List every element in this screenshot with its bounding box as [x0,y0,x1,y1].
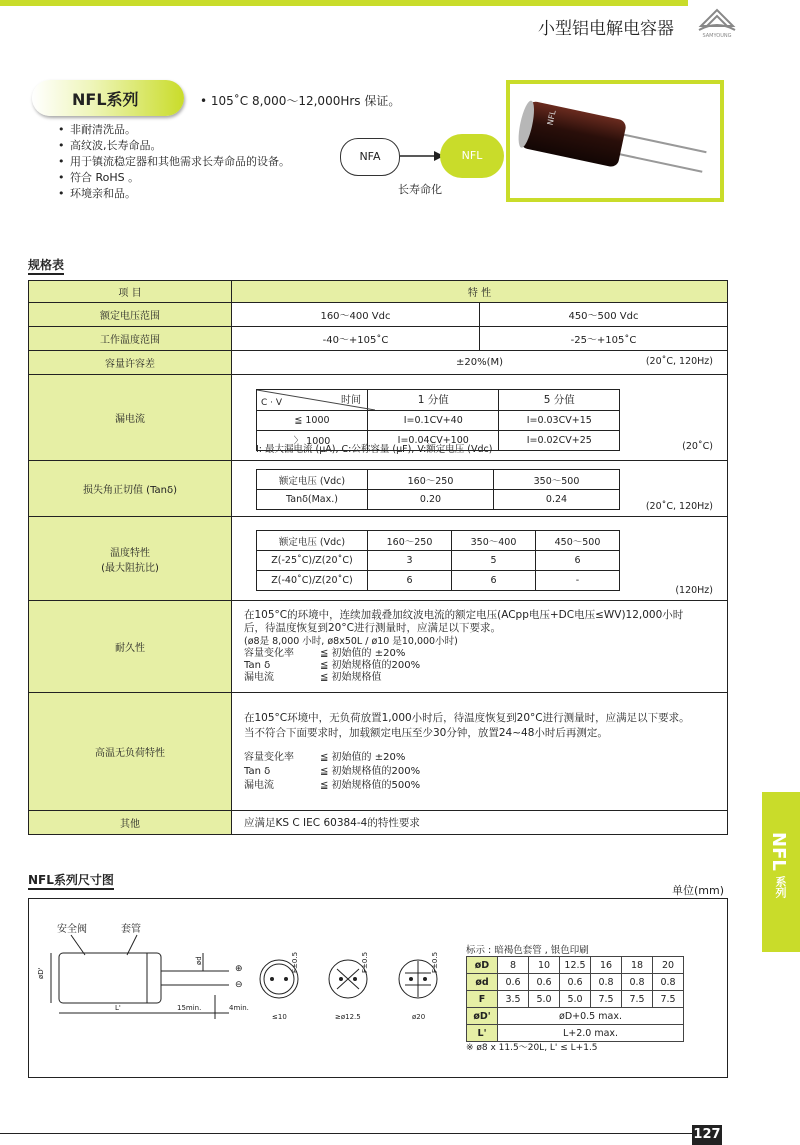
size-label-10: ≤10 [272,1013,287,1021]
cap-tolerance-cell [232,351,728,375]
tan-row-label: Tanδ(Max.) [257,490,368,510]
dim-cell: 0.6 [498,974,529,991]
dim-row-label: F [467,991,498,1008]
dim-row-label: øD [467,957,498,974]
side-tab-sub: 系列 [774,876,787,898]
dimension-drawing [29,899,459,1077]
rated-voltage-label: 额定电压范围 [29,303,232,327]
feature-item: • 符合 RoHS 。 [58,170,290,186]
sleeve-label: 套管 [121,924,141,935]
dim-cell: 20 [653,957,684,974]
temp-char-header: 350～400 [452,531,536,551]
temp-char-value: - [536,571,620,591]
endurance-label: 耐久性 [29,601,232,693]
dim-cell: 0.6 [529,974,560,991]
pitch-label: F±0.5 [431,951,439,973]
leakage-note: (20˚C) [682,441,713,452]
dim-cell: 3.5 [498,991,529,1008]
leakage-value: I=0.02CV+25 [499,430,620,450]
dimension-table [466,956,684,1042]
temp-char-label: 温度特性 (最大阻抗比) [29,517,232,601]
dim-cell: 12.5 [560,957,591,974]
dimension-footnote: ※ ø8 x 11.5～20L, L' ≤ L+1.5 [466,1043,598,1053]
leakage-label: 漏电流 [29,375,232,461]
dim-section-title: NFL系列尺寸图 [28,871,114,890]
unit-label: 单位(mm) [672,884,725,897]
series-side-tab [762,792,800,952]
dim-cell: 5.0 [529,991,560,1008]
pitch-label: F±0.5 [361,951,369,973]
spec-section-title: 规格表 [28,256,64,275]
temp-char-row-label: Z(-25˚C)/Z(20˚C) [257,551,368,571]
dim-cell: øD+0.5 max. [498,1008,684,1025]
feature-item: • 用于镇流稳定器和其他需求长寿命品的设备。 [58,154,290,170]
feature-list [58,122,290,202]
diameter-label: øD' [37,967,45,979]
temp-char-cell [232,517,728,601]
size-label-125: ≥ø12.5 [335,1013,361,1021]
endurance-cell [232,601,728,693]
other-label: 其他 [29,811,232,835]
tan-value: 0.20 [368,490,494,510]
dim-cell: 5.0 [560,991,591,1008]
feature-item: • 高纹波,长寿命品。 [58,138,290,154]
spec-header-item: 项 目 [29,281,232,303]
series-name: NFL系列 [72,90,139,109]
tan-delta-cell [232,461,728,517]
leakage-value: I=0.04CV+100 [368,430,499,450]
temp-char-value: 5 [452,551,536,571]
tan-delta-table [256,469,620,510]
temp-char-value: 6 [368,571,452,591]
endurance-text: 后，待温度恢复到20°C进行测量时，应满足以下要求。 [244,622,501,634]
tan-voltage: 160～250 [368,470,494,490]
temp-char-row-label: Z(-40˚C)/Z(20˚C) [257,571,368,591]
svg-text:SAMYOUNG: SAMYOUNG [702,33,732,38]
dim-row-label: ød [467,974,498,991]
endurance-text: (ø8是 8,000 小时, ø8x50L / ø10 是10,000小时) [244,636,458,647]
shelf-life-cell [232,693,728,811]
tan-note: (20˚C, 120Hz) [645,501,713,512]
shelf-life-criteria: 容量变化率 ≦ 初始值的 ±20% Tan δ ≦ 初始规格值的200% 漏电流 ≦ 初始规格值的500% [244,751,421,791]
shelf-life-text: 在105°C环境中，无负荷放置1,000小时后，待温度恢复到20°C进行测量时，应满足以下要求。 [244,711,690,724]
dim-row-label: øD' [467,1008,498,1025]
other-value: 应满足KS C IEC 60384-4的特性要求 [232,811,728,835]
leakage-header-5min: 5 分值 [499,389,620,410]
endurance-text: 在105°C的环境中，连续加载叠加纹波电流的额定电压(ACpp电压+DC电压≤WV)12,000小时 [244,609,684,621]
dim-cell: 16 [591,957,622,974]
leakage-value: I=0.03CV+15 [499,410,620,430]
spec-header-characteristics: 特 性 [232,281,728,303]
shelf-life-label: 高温无负荷特性 [29,693,232,811]
size-label-20: ø20 [412,1013,426,1021]
lifetime-guarantee: • 105˚C 8,000～12,000Hrs 保证。 [200,94,401,108]
series-badge [32,80,184,116]
samyoung-logo [695,8,739,38]
leakage-cv-2: 〉 1000 [257,430,368,450]
leakage-legend: I: 最大漏电流 (μA), C:公称容量 (μF), V:额定电压 (Vdc) [256,444,493,455]
cap-tolerance-note: (20˚C, 120Hz) [645,356,713,367]
dim-cell: 7.5 [591,991,622,1008]
temp-range-label: 工作温度范围 [29,327,232,351]
temp-char-note: (120Hz) [675,585,713,596]
leakage-value: I=0.1CV+40 [368,410,499,430]
lead-min4-label: 4min. [229,1004,249,1012]
lead-diameter-label: ød [195,956,203,965]
flow-caption: 长寿命化 [398,183,442,196]
dim-cell: 8 [498,957,529,974]
feature-item: • 非耐清洗品。 [58,122,290,138]
dim-cell: L+2.0 max. [498,1025,684,1042]
pitch-label: F±0.5 [291,951,299,973]
page-number: 127 [692,1125,722,1145]
tan-row-label: 额定电压 (Vdc) [257,470,368,490]
svg-text:NFL: NFL [545,109,558,127]
temp-char-value: 6 [452,571,536,591]
temp-char-header: 160～250 [368,531,452,551]
capacitor-illustration [510,84,720,198]
cap-tolerance-value: ±20%(M) [455,357,504,368]
flow-from-badge: NFA [340,138,400,176]
top-accent-bar [0,0,688,6]
feature-item: • 环境亲和品。 [58,186,290,202]
plus-icon: ⊕ [235,964,243,974]
dim-cell: 7.5 [653,991,684,1008]
dim-cell: 0.8 [591,974,622,991]
leakage-corner: 时间 C · V [257,389,368,410]
spec-table [28,280,728,835]
dim-row-label: L' [467,1025,498,1042]
leakage-cell [232,375,728,461]
temp-char-value: 6 [536,551,620,571]
tan-voltage: 350～500 [494,470,620,490]
cap-tolerance-label: 容量许容差 [29,351,232,375]
flow-to-badge: NFL [440,134,504,178]
endurance-criteria: 容量变化率 ≦ 初始值的 ±20% Tan δ ≦ 初始规格值的200% 漏电流 ≦ 初始规格值 [244,648,421,683]
side-tab-title: NFL [768,832,789,871]
temp-char-header: 额定电压 (Vdc) [257,531,368,551]
leakage-header-1min: 1 分值 [368,389,499,410]
temp-char-table [256,530,620,591]
dim-cell: 0.6 [560,974,591,991]
page-header-title: 小型铝电解电容器 [538,19,674,39]
temp-char-header: 450～500 [536,531,620,551]
capacitor-photo [506,80,724,202]
footer-rule [0,1133,692,1134]
temp-range-2: -25～+105˚C [479,327,727,351]
dim-cell: 7.5 [622,991,653,1008]
tan-delta-label: 损失角正切值 (Tanδ) [29,461,232,517]
shelf-life-text: 当不符合下面要求时，加载额定电压至少30分钟，放置24~48小时后再测定。 [244,726,608,739]
vent-label: 安全阀 [57,924,87,935]
dim-cell: 10 [529,957,560,974]
marking-note: 标示 : 暗褐色套管 , 银色印刷 [466,945,589,956]
rated-voltage-range-1: 160～400 Vdc [232,303,480,327]
dim-cell: 0.8 [622,974,653,991]
tan-value: 0.24 [494,490,620,510]
temp-char-value: 3 [368,551,452,571]
rated-voltage-range-2: 450～500 Vdc [479,303,727,327]
minus-icon: ⊖ [235,980,243,990]
leakage-cv-1: ≦ 1000 [257,410,368,430]
dim-cell: 18 [622,957,653,974]
lead-min-label: 15min. [177,1004,202,1012]
length-label: L' [115,1004,121,1012]
dim-cell: 0.8 [653,974,684,991]
temp-range-1: -40～+105˚C [232,327,480,351]
